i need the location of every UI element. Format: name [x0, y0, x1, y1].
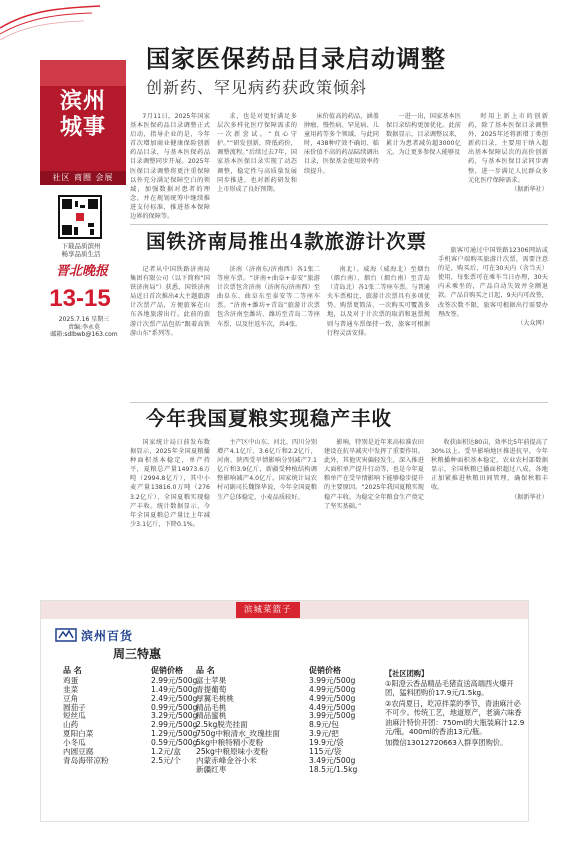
ad-item-price: 4.99元/500g: [309, 684, 356, 694]
article2-col-4: 旅客可通过中国铁路12306网站或手机客户端购买旅游计次票，需要注意的是，购买后，可在30天内（含当天）使用，每张票可在乘车当日办理，30天内未乘坐的，产品自动失效并全额退款。产品自购买之日起，9天内可改签，改签次数不限，旅客可根据出行需要办理改签。 （大众网）: [438, 247, 548, 327]
ad-item-name: 青提葡萄: [196, 684, 227, 694]
article2-col-3: 南北）、威海（威海北）至烟台（烟台南）、烟台（烟台南）至青岛（青岛北）各1张二等座车票。与普通火车票相比，旅游计次票具有多项优势。购票更简洁，一次购买可覆盖多地，以及对于计次票的取消和退票规则与普通车票保持一致，旅客可根据行程灵活安排。: [327, 266, 430, 337]
article1-credit: （据新华社）: [510, 185, 548, 193]
issue-editor: 责编:李永莫: [67, 323, 101, 331]
article2-col-2: 济南（济南东/济南西）各1张二等座车票。“济南+曲阜+泰安”旅游计次票包含济南（济南东/济南西）至曲阜东、曲阜东至泰安等二等座车票。“济南+潍坊+青岛”旅游计次票包含济南至潍坊、潍坊至青岛二等座车票，以及往返车次，共4张。: [217, 266, 320, 328]
ad-item-price: 1.2元/盒: [151, 746, 181, 756]
ad-item-name: 圆茄子: [63, 702, 86, 712]
ad-item-name: 内圆豆腐: [63, 746, 94, 756]
ad-item-name: 25kg中粮原味小麦粉: [196, 746, 269, 756]
section-title: 滨州 城事: [59, 88, 106, 140]
section-banner: [40, 60, 126, 185]
ad-item-name: 韭菜: [63, 684, 79, 694]
article2-credit: （大众网）: [517, 319, 548, 327]
article3-col-4: 收获面积达80亩，效率比5年前提高了30%以上。受旱影响地区推进抗旱，今年秋粮播种面积基本稳定，农业农村部数据显示，全国秋粮已播面积超过八成，各地正加紧推进秋粮田间管理，确保秋粮丰收。 （据新华社）: [431, 439, 548, 501]
ad-brand: [55, 625, 133, 645]
ad-item-name: 新疆红枣: [196, 764, 227, 774]
ad-item-price: 2.5元/个: [151, 755, 181, 765]
ad-item-price: 2.99元/500g: [151, 676, 198, 685]
note-item: ①阳澄云香品精品毛猪直送高端西火爆开团，猛料团购价17.9元/1.5kg。: [385, 678, 514, 697]
ad-item-name: 青岛海带凉粉: [63, 755, 109, 765]
ad-item-name: 内蒙赤峰金谷小米: [196, 755, 257, 765]
ad-item-price: 115元/袋: [309, 746, 342, 756]
ad-item-name: 精品毛桃: [196, 702, 227, 712]
ad-item-name: 750g中粮清水_玫瑰挂面: [196, 729, 280, 739]
ad-item-price: 4.49元/500g: [309, 702, 356, 712]
note-phone: 加微信13012720663入群享团购价。: [385, 737, 508, 747]
article3-col-1: 国家统计局日前发布数据显示，2025年全国夏粮播种面积基本稳定，单产持平，夏粮总产量14973.6万吨（2994.8亿斤），其中小麦产量13816.0万吨（2763.2亿斤），全国夏粮实现稳产丰收。统计数据显示，今年全国夏粮总产量比上年减少3.1亿斤，下降0.1%。: [130, 439, 210, 528]
article1-subheadline: 创新药、罕见病药获政策倾斜: [146, 78, 368, 97]
article1-col-2: 求，也是对更好满足多层次多样化医疗保障需求的一次新尝试。“真心守护。”“研发创新，降低药价，调整流程。”后续过去7年，国家基本医保目录实现了动态调整，稳定性与高质量发展同步推进，也对新药研发和上市形成了良好预期。: [217, 113, 297, 193]
ad-item-name: 鸡蛋: [63, 676, 79, 685]
ad-item-price: 3.99元/500g: [309, 711, 356, 721]
divider: [130, 224, 548, 225]
newspaper-logo: 晋北晚报: [55, 264, 108, 279]
article1-col-1: 7月11日，2025年国家基本医保药品目录调整正式启动，指导企业的是，今年首次增加商业健康保险创新药品目录，与基本医保药品目录调整同步开展。2025年医保目录调整将更注重保障以外充分满足保障空白的领域，加强数据对患者的理念，并在规划统筹中继续推进支付标准，推进基本保障边界的保障等。: [130, 113, 210, 221]
article3-credit: （据新华社）: [510, 493, 548, 501]
ad-week-title: 周三特惠: [113, 647, 162, 661]
article1-col-5: 时用上新上市的创新药，除了基本医保目录调整外，2025年还将新增丁类创新药目录，主要用于纳入超出基本保障层次的高价创新药，与基本医保目录同步调整，进一步满足人民群众多元化医疗保障需求。 （据新华社）: [468, 113, 548, 193]
article3-col-2: 主产区中山东、河北、四川分别增产4.1亿斤、3.6亿斤和2.2亿斤，河南、陕西受旱情影响分别减产7.1亿斤和3.9亿斤，新疆受种植结构调整影响减产4.0亿斤。国家统计局农村司副司长魏锋华说，今年全国夏粮生产总体稳定，小麦品质较好。: [217, 439, 317, 501]
ad-item-price: 3.99元/500g: [309, 676, 356, 685]
ad-item-name: 厚翼毛桃桃: [196, 693, 234, 703]
article1-col-4: 一进一出，国家基本医保目录结构更加优化。此前数据显示，目录调整以来，累计为患者减负超3000亿元。为让更多参保人能够及: [386, 113, 461, 157]
grocery-ad: 滨城菜篮子 滨州百货 周三特惠 品 名 促销价格 鸡蛋 2.99元/500g 韭菜 1.49元/500g 豆角 2.49元/500g 圆茄子 0.99元/500g 短丝瓜 3.29元/500g 山药 2.99元/500g 夏阳白菜 1.29元/500g 小冬瓜 0.59元/500g 内圆豆腐 1.2元/盒 青岛海带凉粉 2.5元/个 品 名 促销价格 富士苹果 3.99元/500g 青提葡萄 4.99元/500g 厚翼毛桃桃 4.99元/500g 精品毛桃 4.49元/500g 精品蜜桃 3.99元/500g 2.5kg脱壳挂面 8.9元/包 750g中粮清水_玫瑰挂面 3.9元/把 5kg中粮特精小麦粉 19.9元/袋 25kg中粮原味小麦粉 115元/袋 内蒙赤峰金谷小米 3.49元/500g 新疆红枣 18.5元/1.5kg 【社区团购】 ①阳澄云香品精品毛猪直送高端西火爆开团，猛料团购价17.9元/1.5kg。 ②农尚夏日，吃凉拌菜的季节，青油麻汁必不可少。传统工艺，地道原产，老滴六味香油麻汁特价开团：750ml的大瓶装麻汁12.9元/瓶，400ml的香油13元/瓶。 加微信13012720663入群享团购价。: [40, 600, 529, 822]
ad-item-price: 3.9元/把: [309, 729, 339, 739]
community-group-note: [385, 669, 525, 748]
note-title: 【社区团购】: [385, 669, 429, 678]
ad-item-price: 19.9元/袋: [309, 737, 344, 747]
ad-item-price: 2.99元/500g: [151, 720, 198, 730]
ad-tag: 滨城菜篮子: [236, 602, 300, 618]
ad-item-name: 2.5kg脱壳挂面: [196, 720, 248, 730]
ad-item-price: 4.99元/500g: [309, 693, 356, 703]
issue-date: 2025.7.16 星期三: [58, 316, 110, 323]
issue-meta: [44, 316, 124, 339]
ad-item-price: 1.49元/500g: [151, 684, 198, 694]
ad-item-name: 5kg中粮特精小麦粉: [196, 737, 264, 747]
article2-headline: 国铁济南局推出4款旅游计次票: [146, 230, 428, 253]
brand-name: 滨州百货: [81, 628, 134, 643]
ad-item-price: 2.49元/500g: [151, 693, 198, 703]
ad-item-price: 1.29元/500g: [151, 729, 198, 739]
ad-item-price: 3.29元/500g: [151, 711, 198, 721]
qr-code[interactable]: [58, 195, 102, 239]
ad-item-name: 富士苹果: [196, 676, 227, 685]
ad-item-name: 豆角: [63, 693, 79, 703]
ad-item-name: 山药: [63, 720, 79, 730]
corner-flourish: [0, 0, 138, 60]
ad-item-price: 18.5元/1.5kg: [309, 764, 358, 774]
ad-item-name: 夏阳白菜: [63, 729, 94, 739]
issue-email: 邮箱:sdlbwb@163.com: [50, 331, 118, 338]
brand-logo-icon: [55, 626, 77, 644]
note-item: ②农尚夏日，吃凉拌菜的季节，青油麻汁必不可少。传统工艺，地道原产，老滴六味香油麻汁特价开团：750ml的大瓶装麻汁12.9元/瓶，400ml的香油13元/瓶。: [385, 698, 525, 736]
qr-caption: 下载品质滨州 畅享品质生活: [61, 242, 101, 258]
ad-item-price: 3.49元/500g: [309, 755, 356, 765]
ad-item-name: 精品蜜桃: [196, 711, 227, 721]
ad-item-name: 小冬瓜: [63, 737, 86, 747]
section-tags: 社区 商圈 会展: [40, 171, 126, 185]
page-range: 13-15: [49, 285, 111, 312]
article3-col-3: 影响，特别是近年来高标准农田建设在抗旱减灾中发挥了重要作用。此外，其他灾害偏轻发生，深入推进大面积单产提升行动等，也是今年夏粮单产在受旱情影响下能够稳步提升的主要原因。“2025年我国夏粮实现稳产丰收，为稳定全年粮食生产奠定了坚实基础。”: [324, 439, 424, 510]
article1-headline: 国家医保药品目录启动调整: [146, 44, 446, 73]
ad-item-name: 短丝瓜: [63, 711, 86, 721]
ad-item-price: 0.59元/500g: [151, 737, 198, 747]
article3-headline: 今年我国夏粮实现稳产丰收: [146, 407, 393, 430]
article2-col-1: 记者从中国铁路济南局集团有限公司（以下简称“国铁济南局”）获悉，国铁济南局近日首次推出4大主题旅游计次票产品，方便旅客在山东各地旅游出行。此前的旅游计次票产品包括“跟着高铁游山东”系列等。: [130, 266, 210, 337]
divider: [130, 402, 548, 403]
article1-col-3: 床价值高的药品，涵盖肿瘤、慢性病、罕见病、儿童用药等多个领域。与此同时，438种疗效不确切、临床价值不高的药品陆续调出目录，医保基金使用效率持续提升。: [304, 113, 379, 175]
ad-item-price: 8.9元/包: [309, 720, 339, 730]
ad-item-price: 0.99元/500g: [151, 702, 198, 712]
ad-band: [41, 601, 528, 619]
